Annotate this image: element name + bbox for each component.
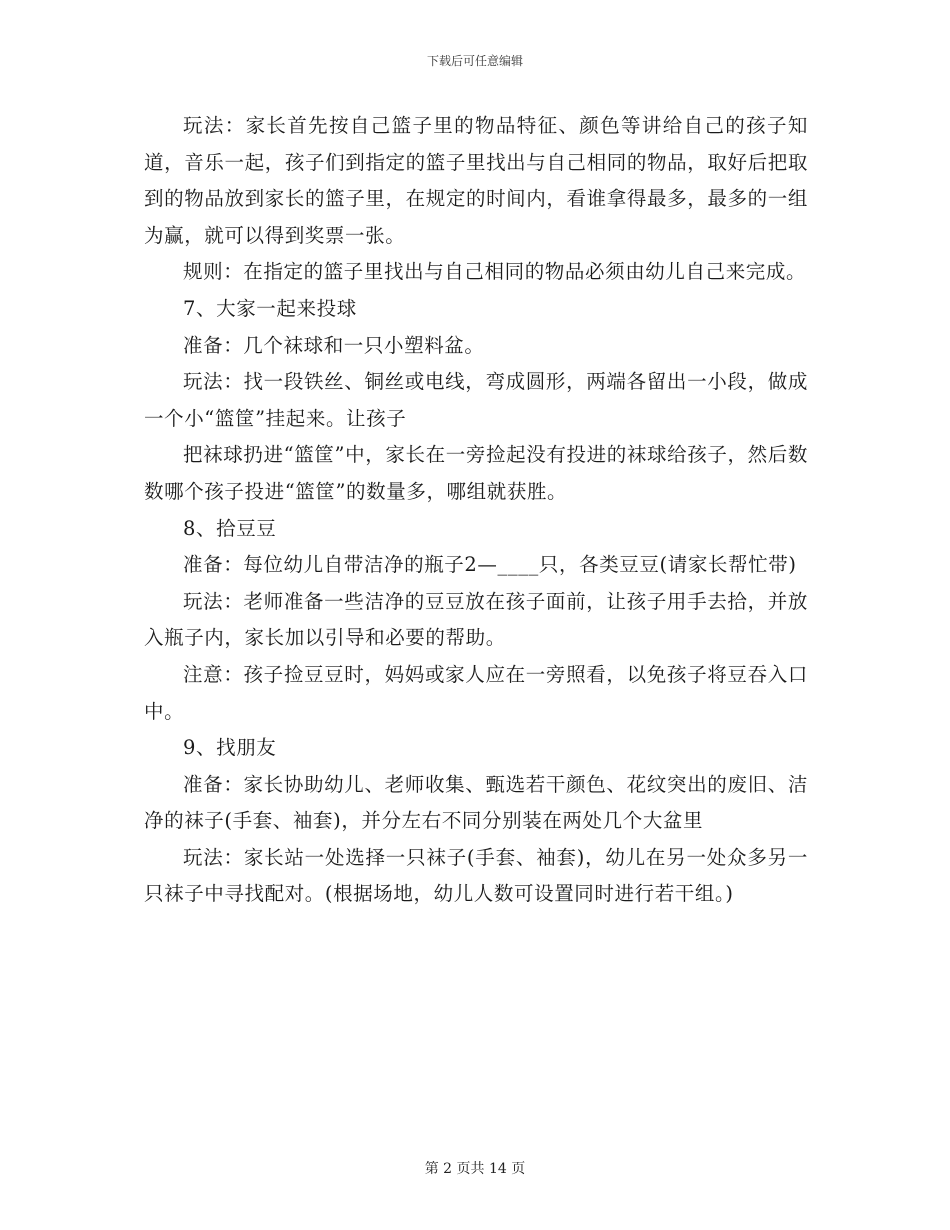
paragraph: 注意：孩子捡豆豆时，妈妈或家人应在一旁照看，以免孩子将豆吞入口中。 [144, 662, 808, 723]
paragraph: 规则：在指定的篮子里找出与自己相同的物品必须由幼儿自己来完成。 [183, 260, 807, 284]
paragraph: 玩法：老师准备一些洁净的豆豆放在孩子面前，让孩子用手去拾，并放入瓶子内，家长加以引导和必要的帮助。 [144, 589, 808, 650]
paragraph: 玩法：家长站一处选择一只袜子(手套、袖套)，幼儿在另一处众多另一只袜子中寻找配对。(根据场地，幼儿人数可设置同时进行若干组。) [144, 845, 808, 906]
paragraph: 准备：每位幼儿自带洁净的瓶子2—____只，各类豆豆(请家长帮忙带) [183, 553, 797, 577]
page-header: 下载后可任意编辑 [426, 54, 523, 68]
paragraph: 把袜球扔进“篮筐”中，家长在一旁捡起没有投进的袜球给孩子，然后数数哪个孩子投进“篮筐”的数量多，哪组就获胜。 [144, 443, 808, 503]
page-footer: 第 2 页共 14 页 [424, 1161, 526, 1177]
paragraph: 准备：家长协助幼儿、老师收集、甄选若干颜色、花纹突出的废旧、洁净的袜子(手套、袖套)，并分左右不同分别装在两处几个大盆里 [144, 772, 808, 833]
paragraph: 准备：几个袜球和一只小塑料盆。 [183, 333, 485, 357]
paragraph: 玩法：找一段铁丝、铜丝或电线，弯成圆形，两端各留出一小段，做成一个小“篮筐”挂起来。让孩子 [144, 370, 808, 430]
section-heading: 9、找朋友 [183, 736, 277, 760]
section-heading: 8、拾豆豆 [183, 516, 277, 540]
paragraph: 玩法：家长首先按自己篮子里的物品特征、颜色等讲给自己的孩子知道，音乐一起，孩子们到指定的篮子里找出与自己相同的物品，取好后把取到的物品放到家长的篮子里，在规定的时间内，看谁拿得最多，最多的一组为赢，就可以得到奖票一张。 [144, 114, 808, 247]
document-body [144, 108, 808, 913]
section-heading: 7、大家一起来投球 [183, 296, 357, 320]
